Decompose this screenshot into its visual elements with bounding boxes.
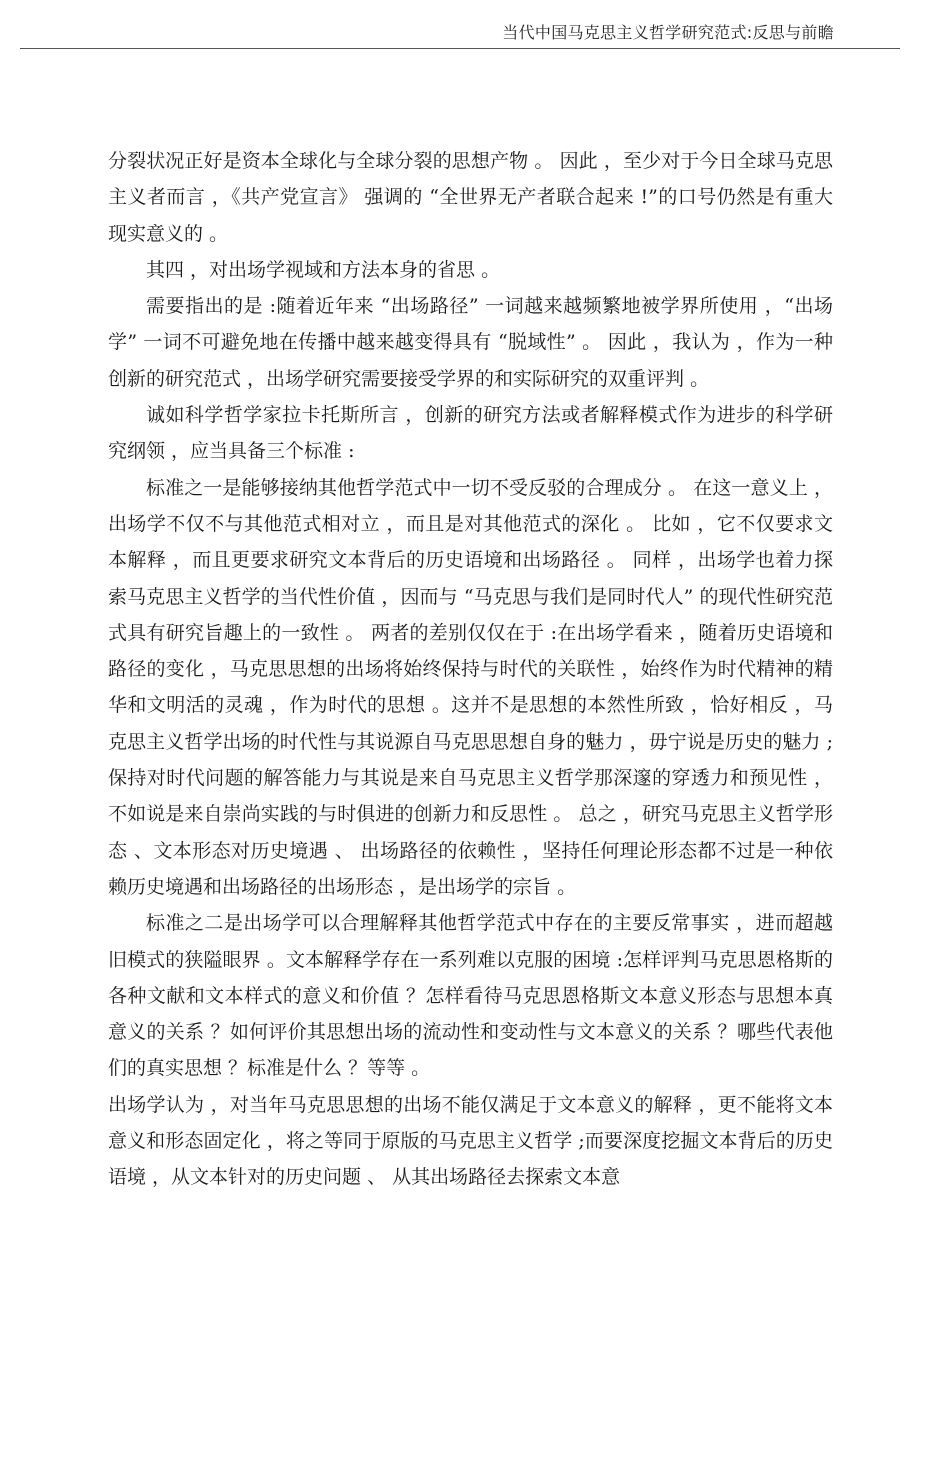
running-header-title: 当代中国马克思主义哲学研究范式:反思与前瞻 bbox=[502, 23, 834, 42]
paragraph-disembedding: 需要指出的是 :随着近年来 “出场路径” 一词越来越频繁地被学界所使用 ，“出场学” 一词不可避免地在传播中越来越变得具有 “脱域性” 。 因此 ，我认为 ，作为一种创新的研究范式 ，出场学研究需要接受学界的和实际研究的双重评判 。 bbox=[108, 295, 833, 390]
paragraph-standard-one: 标准之一是能够接纳其他哲学范式中一切不受反驳的合理成分 。 在这一意义上 ，出场学不仅不与其他范式相对立 ，而且是对其他范式的深化 。 比如 ，它不仅要求文本解释 ，而且更要求研究文本背后的历史语境和出场路径 。 同样 ，出场学也着力探索马克思主义哲学的当代性价值 ，因而与 “马克思与我们是同时代人” 的现代性研究范式具有研究旨趣上的一致性 。 两者的差别仅仅在于 :在出场学看来 ，随着历史语境和路径的变化 ，马克思思想的出场将始终保持与时代的关联性 ，始终作为时代精神的精华和文明活的灵魂 ，作为时代的思想 。这并不是思想的本然性所致 ，恰好相反 ，马克思主义哲学出场的时代性与其说源自马克思思想自身的魅力 ，毋宁说是历史的魅力 ;保持对时代问题的解答能力与其说是来自马克思主义哲学那深邃的穿透力和预见性 ，不如说是来自崇尚实践的与时俱进的创新力和反思性 。 总之 ，研究马克思主义哲学形态 、文本形态对历史境遇 、 出场路径的依赖性 ，坚持任何理论形态都不过是一种依赖历史境遇和出场路径的出场形态 ，是出场学的宗旨 。 bbox=[108, 476, 833, 898]
paragraph-lakatos: 诚如科学哲学家拉卡托斯所言 ，创新的研究方法或者解释模式作为进步的科学研究纲领 ，应当具备三个标准 : bbox=[108, 404, 833, 463]
paragraph-section-four: 其四 ，对出场学视域和方法本身的省思 。 bbox=[146, 258, 501, 281]
paragraph-standard-two: 标准之二是出场学可以合理解释其他哲学范式中存在的主要反常事实 ，进而超越旧模式的狭隘眼界 。文本解释学存在一系列难以克服的困境 :怎样评判马克思恩格斯的各种文献和文本样式的意义和价值 ？怎样看待马克思恩格斯文本意义形态与思想本真意义的关系 ？如何评价其思想出场的流动性和变动性与文本意义的关系 ？哪些代表他们的真实思想 ？标准是什么 ？等等 。 bbox=[108, 912, 833, 1080]
paragraph-emergence-view: 出场学认为 ，对当年马克思思想的出场不能仅满足于文本意义的解释 ，更不能将文本意义和形态固定化 ，将之等同于原版的马克思主义哲学 ;而要深度挖掘文本背后的历史语境 ，从文本针对的历史问题 、 从其出场路径去探索文本意 bbox=[108, 1093, 833, 1189]
page-body bbox=[108, 143, 833, 1196]
header-divider bbox=[20, 48, 900, 49]
paragraph-continuation: 分裂状况正好是资本全球化与全球分裂的思想产物 。 因此 ，至少对于今日全球马克思主义者而言 ，《共产党宣言》 强调的 “全世界无产者联合起来 !”的口号仍然是有重大现实意义的 。 bbox=[108, 150, 833, 245]
